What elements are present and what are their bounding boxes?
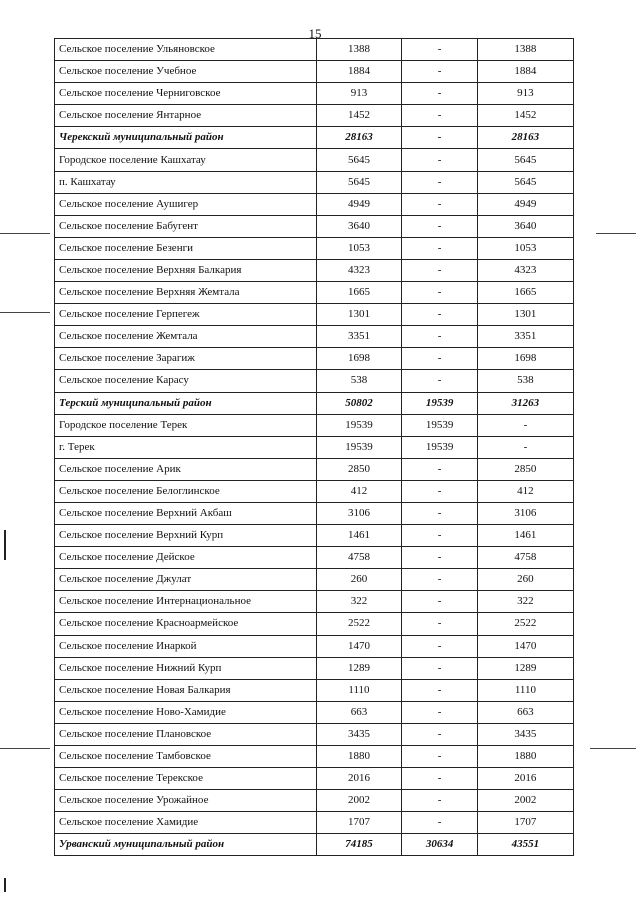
- urban-population-cell: -: [402, 458, 477, 480]
- total-population-cell: 663: [316, 701, 402, 723]
- urban-population-cell: -: [402, 304, 477, 326]
- urban-population-cell: -: [402, 193, 477, 215]
- settlement-name-cell: Сельское поселение Интернациональное: [55, 591, 317, 613]
- settlement-name-cell: п. Кашхатау: [55, 171, 317, 193]
- total-population-cell: 5645: [316, 149, 402, 171]
- rural-population-cell: 43551: [477, 834, 573, 856]
- table-row: [55, 105, 574, 127]
- scan-artifact-line: [0, 748, 50, 749]
- table-row: [55, 348, 574, 370]
- rural-population-cell: 913: [477, 83, 573, 105]
- total-population-cell: 19539: [316, 436, 402, 458]
- scan-artifact-mark: [4, 878, 6, 892]
- total-population-cell: 4758: [316, 547, 402, 569]
- table-row: [55, 215, 574, 237]
- urban-population-cell: -: [402, 635, 477, 657]
- rural-population-cell: 322: [477, 591, 573, 613]
- total-population-cell: 1470: [316, 635, 402, 657]
- table-row: [55, 304, 574, 326]
- urban-population-cell: -: [402, 768, 477, 790]
- total-population-cell: 412: [316, 480, 402, 502]
- settlement-name-cell: Сельское поселение Ульяновское: [55, 39, 317, 61]
- settlement-name-cell: Сельское поселение Герпегеж: [55, 304, 317, 326]
- settlement-name-cell: Сельское поселение Карасу: [55, 370, 317, 392]
- total-population-cell: 1452: [316, 105, 402, 127]
- settlement-name-cell: Городское поселение Терек: [55, 414, 317, 436]
- total-population-cell: 1707: [316, 812, 402, 834]
- settlement-name-cell: Сельское поселение Верхний Акбаш: [55, 502, 317, 524]
- table-row: [55, 480, 574, 502]
- urban-population-cell: -: [402, 701, 477, 723]
- urban-population-cell: -: [402, 591, 477, 613]
- rural-population-cell: 1880: [477, 746, 573, 768]
- table-row: [55, 193, 574, 215]
- total-population-cell: 1301: [316, 304, 402, 326]
- urban-population-cell: -: [402, 746, 477, 768]
- settlement-name-cell: Сельское поселение Черниговское: [55, 83, 317, 105]
- total-population-cell: 260: [316, 569, 402, 591]
- rural-population-cell: 3435: [477, 723, 573, 745]
- urban-population-cell: -: [402, 61, 477, 83]
- total-population-cell: 2850: [316, 458, 402, 480]
- urban-population-cell: -: [402, 569, 477, 591]
- settlement-name-cell: Сельское поселение Зарагиж: [55, 348, 317, 370]
- urban-population-cell: -: [402, 215, 477, 237]
- rural-population-cell: 1707: [477, 812, 573, 834]
- urban-population-cell: -: [402, 679, 477, 701]
- table-row: [55, 171, 574, 193]
- urban-population-cell: -: [402, 723, 477, 745]
- table-row: [55, 61, 574, 83]
- settlement-name-cell: Сельское поселение Терекское: [55, 768, 317, 790]
- total-population-cell: 1698: [316, 348, 402, 370]
- table-row: [55, 768, 574, 790]
- urban-population-cell: -: [402, 105, 477, 127]
- rural-population-cell: 2850: [477, 458, 573, 480]
- rural-population-cell: 1884: [477, 61, 573, 83]
- rural-population-cell: 1452: [477, 105, 573, 127]
- table-row: [55, 326, 574, 348]
- rural-population-cell: 2522: [477, 613, 573, 635]
- rural-population-cell: 1665: [477, 282, 573, 304]
- settlement-name-cell: Сельское поселение Аушигер: [55, 193, 317, 215]
- table-row: [55, 458, 574, 480]
- table-row: [55, 370, 574, 392]
- settlement-name-cell: Сельское поселение Красноармейское: [55, 613, 317, 635]
- settlement-name-cell: Сельское поселение Учебное: [55, 61, 317, 83]
- total-population-cell: 3640: [316, 215, 402, 237]
- table-row: [55, 259, 574, 281]
- district-row: [55, 392, 574, 414]
- settlement-name-cell: Сельское поселение Дейское: [55, 547, 317, 569]
- table-row: [55, 39, 574, 61]
- table-row: [55, 237, 574, 259]
- urban-population-cell: -: [402, 149, 477, 171]
- urban-population-cell: -: [402, 812, 477, 834]
- total-population-cell: 50802: [316, 392, 402, 414]
- urban-population-cell: -: [402, 326, 477, 348]
- urban-population-cell: -: [402, 547, 477, 569]
- table-row: [55, 591, 574, 613]
- urban-population-cell: -: [402, 480, 477, 502]
- rural-population-cell: 1301: [477, 304, 573, 326]
- urban-population-cell: -: [402, 127, 477, 149]
- settlement-name-cell: Сельское поселение Хамидие: [55, 812, 317, 834]
- total-population-cell: 28163: [316, 127, 402, 149]
- table-body: [55, 39, 574, 856]
- population-table: [54, 38, 574, 856]
- total-population-cell: 4323: [316, 259, 402, 281]
- rural-population-cell: 1698: [477, 348, 573, 370]
- rural-population-cell: 4323: [477, 259, 573, 281]
- table-row: [55, 657, 574, 679]
- rural-population-cell: 1053: [477, 237, 573, 259]
- rural-population-cell: 1470: [477, 635, 573, 657]
- total-population-cell: 1461: [316, 525, 402, 547]
- table-row: [55, 525, 574, 547]
- rural-population-cell: 4949: [477, 193, 573, 215]
- rural-population-cell: 2016: [477, 768, 573, 790]
- rural-population-cell: 3106: [477, 502, 573, 524]
- settlement-name-cell: г. Терек: [55, 436, 317, 458]
- total-population-cell: 1053: [316, 237, 402, 259]
- table-row: [55, 746, 574, 768]
- table-row: [55, 282, 574, 304]
- district-row: [55, 834, 574, 856]
- total-population-cell: 3435: [316, 723, 402, 745]
- total-population-cell: 74185: [316, 834, 402, 856]
- total-population-cell: 2002: [316, 790, 402, 812]
- urban-population-cell: -: [402, 83, 477, 105]
- settlement-name-cell: Сельское поселение Инаркой: [55, 635, 317, 657]
- settlement-name-cell: Сельское поселение Янтарное: [55, 105, 317, 127]
- total-population-cell: 2016: [316, 768, 402, 790]
- total-population-cell: 1884: [316, 61, 402, 83]
- rural-population-cell: 5645: [477, 149, 573, 171]
- table-row: [55, 436, 574, 458]
- table-row: [55, 569, 574, 591]
- urban-population-cell: 19539: [402, 414, 477, 436]
- table-row: [55, 502, 574, 524]
- settlement-name-cell: Сельское поселение Нижний Курп: [55, 657, 317, 679]
- table-row: [55, 613, 574, 635]
- total-population-cell: 1880: [316, 746, 402, 768]
- table-row: [55, 83, 574, 105]
- page-number: 15: [308, 26, 322, 41]
- rural-population-cell: 663: [477, 701, 573, 723]
- total-population-cell: 19539: [316, 414, 402, 436]
- urban-population-cell: -: [402, 348, 477, 370]
- settlement-name-cell: Сельское поселение Арик: [55, 458, 317, 480]
- settlement-name-cell: Сельское поселение Верхний Курп: [55, 525, 317, 547]
- scan-artifact-line: [0, 233, 50, 234]
- settlement-name-cell: Сельское поселение Верхняя Балкария: [55, 259, 317, 281]
- settlement-name-cell: Сельское поселение Верхняя Жемтала: [55, 282, 317, 304]
- settlement-name-cell: Сельское поселение Урожайное: [55, 790, 317, 812]
- scan-artifact-line: [590, 748, 636, 749]
- total-population-cell: 4949: [316, 193, 402, 215]
- settlement-name-cell: Сельское поселение Ново-Хамидие: [55, 701, 317, 723]
- rural-population-cell: 260: [477, 569, 573, 591]
- settlement-name-cell: Сельское поселение Плановское: [55, 723, 317, 745]
- urban-population-cell: -: [402, 525, 477, 547]
- urban-population-cell: -: [402, 502, 477, 524]
- total-population-cell: 1665: [316, 282, 402, 304]
- total-population-cell: 1388: [316, 39, 402, 61]
- total-population-cell: 538: [316, 370, 402, 392]
- rural-population-cell: -: [477, 436, 573, 458]
- scan-artifact-line: [596, 233, 636, 234]
- settlement-name-cell: Черекский муниципальный район: [55, 127, 317, 149]
- urban-population-cell: -: [402, 282, 477, 304]
- rural-population-cell: 31263: [477, 392, 573, 414]
- urban-population-cell: -: [402, 790, 477, 812]
- total-population-cell: 913: [316, 83, 402, 105]
- total-population-cell: 3351: [316, 326, 402, 348]
- table-row: [55, 723, 574, 745]
- scan-artifact-line: [0, 312, 50, 313]
- urban-population-cell: -: [402, 259, 477, 281]
- settlement-name-cell: Сельское поселение Безенги: [55, 237, 317, 259]
- settlement-name-cell: Сельское поселение Бабугент: [55, 215, 317, 237]
- rural-population-cell: 2002: [477, 790, 573, 812]
- table-row: [55, 414, 574, 436]
- settlement-name-cell: Урванский муниципальный район: [55, 834, 317, 856]
- scan-artifact-mark: [4, 530, 6, 560]
- table-row: [55, 701, 574, 723]
- settlement-name-cell: Сельское поселение Новая Балкария: [55, 679, 317, 701]
- settlement-name-cell: Сельское поселение Тамбовское: [55, 746, 317, 768]
- urban-population-cell: -: [402, 613, 477, 635]
- rural-population-cell: 1461: [477, 525, 573, 547]
- total-population-cell: 322: [316, 591, 402, 613]
- urban-population-cell: -: [402, 237, 477, 259]
- urban-population-cell: -: [402, 39, 477, 61]
- rural-population-cell: 538: [477, 370, 573, 392]
- rural-population-cell: 1388: [477, 39, 573, 61]
- rural-population-cell: 1110: [477, 679, 573, 701]
- rural-population-cell: 28163: [477, 127, 573, 149]
- rural-population-cell: 1289: [477, 657, 573, 679]
- urban-population-cell: -: [402, 370, 477, 392]
- urban-population-cell: 19539: [402, 392, 477, 414]
- rural-population-cell: 4758: [477, 547, 573, 569]
- table-row: [55, 635, 574, 657]
- rural-population-cell: 3640: [477, 215, 573, 237]
- settlement-name-cell: Сельское поселение Жемтала: [55, 326, 317, 348]
- total-population-cell: 5645: [316, 171, 402, 193]
- total-population-cell: 2522: [316, 613, 402, 635]
- settlement-name-cell: Городское поселение Кашхатау: [55, 149, 317, 171]
- table-row: [55, 547, 574, 569]
- table-row: [55, 149, 574, 171]
- settlement-name-cell: Терский муниципальный район: [55, 392, 317, 414]
- total-population-cell: 1110: [316, 679, 402, 701]
- table-row: [55, 679, 574, 701]
- urban-population-cell: 19539: [402, 436, 477, 458]
- urban-population-cell: -: [402, 657, 477, 679]
- district-row: [55, 127, 574, 149]
- table-row: [55, 812, 574, 834]
- rural-population-cell: 5645: [477, 171, 573, 193]
- urban-population-cell: 30634: [402, 834, 477, 856]
- total-population-cell: 1289: [316, 657, 402, 679]
- urban-population-cell: -: [402, 171, 477, 193]
- rural-population-cell: 3351: [477, 326, 573, 348]
- rural-population-cell: -: [477, 414, 573, 436]
- settlement-name-cell: Сельское поселение Белоглинское: [55, 480, 317, 502]
- rural-population-cell: 412: [477, 480, 573, 502]
- total-population-cell: 3106: [316, 502, 402, 524]
- table-row: [55, 790, 574, 812]
- settlement-name-cell: Сельское поселение Джулат: [55, 569, 317, 591]
